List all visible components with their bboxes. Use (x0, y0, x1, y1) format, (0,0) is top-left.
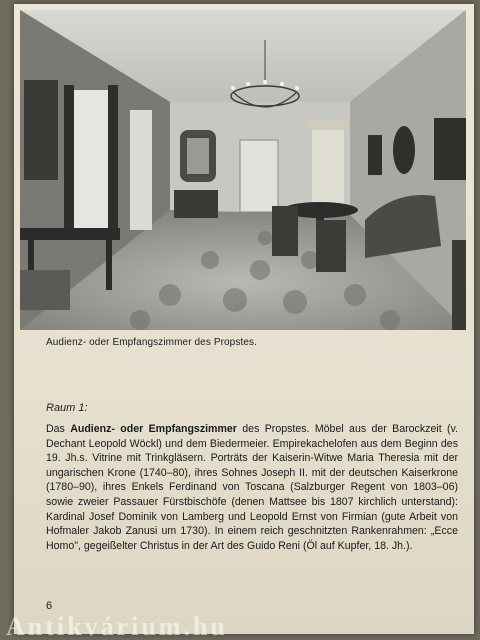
room-photo (20, 10, 466, 330)
book-page (14, 4, 474, 634)
description-lead: Das (46, 423, 71, 435)
photo-caption: Audienz- oder Empfangszimmer des Propstes. (46, 337, 257, 348)
description-rest: des Propstes. Möbel aus der Barockzeit (v. Dechant Leopold Wöckl) und dem Biedermeier. Empirekachelofen aus dem Beginn des 19. Jh.s. Vitrine mit Trinkgläsern. Porträts der Kaiserin-Witwe Maria Theresia mit der ungarischen Krone (1740–80), ihres Sohnes Joseph II. mit der deutschen Kaiserkrone (1780–90), ihres Enkels Ferdinand von Toscana (Salzburger Regent von 1803–06) sowie zweier Passauer Fürstbischöfe (denen Mattsee bis 1807 kirchlich unterstand): Kardinal Josef Dominik von Lamberg und Leopold Ernst von Firmian (gute Arbeit von Hofmaler Jakob Zanusi um 1730). In einem reich geschnitzten Rankenrahmen: „Ecce Homo", gegeißelter Christus in der Art des Guido Reni (Öl auf Kupfer, 18. Jh.). (46, 423, 458, 552)
room-description (46, 422, 458, 553)
description-bold-title: Audienz- oder Empfangszimmer (70, 423, 237, 435)
watermark: Antikvárium.hu (6, 612, 228, 640)
page-number: 6 (46, 600, 53, 612)
room-label: Raum 1: (46, 402, 88, 414)
room-photo-illustration (20, 10, 466, 330)
